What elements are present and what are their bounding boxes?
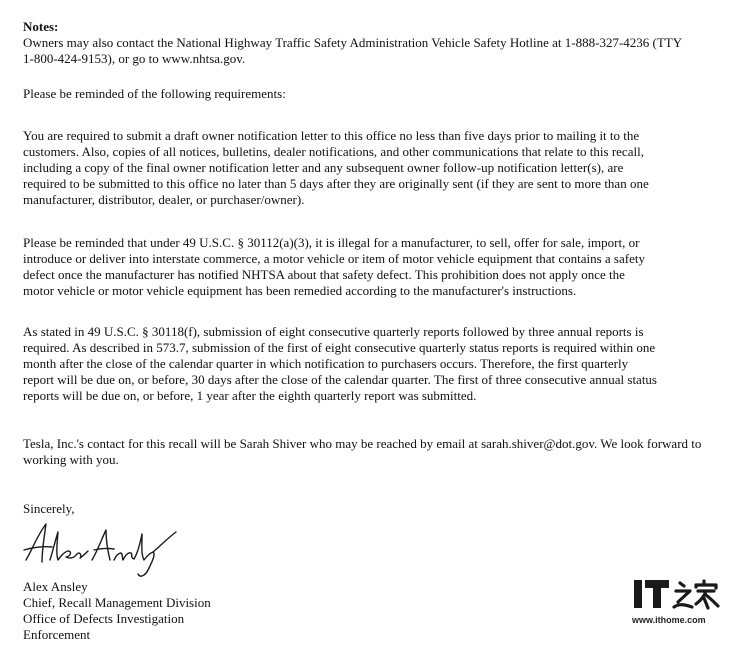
closing-text: Sincerely,	[23, 501, 75, 516]
paragraph-line: required to be submitted to this office no later than 5 days after they are originally sent (if they are sent to more than one	[23, 176, 649, 191]
notes-line-2: 1-800-424-9153), or go to www.nhtsa.gov.	[23, 51, 246, 66]
notes-section	[23, 19, 682, 67]
handwritten-signature	[20, 520, 190, 580]
paragraph-line: motor vehicle or motor vehicle equipment has been remedied according to the manufacturer's instructions.	[23, 283, 577, 298]
notes-heading: Notes:	[23, 19, 59, 34]
contact-line-2: working with you.	[23, 452, 119, 467]
paragraph-line: including a copy of the final owner notification letter and any subsequent owner follow-up notification letter(s), are	[23, 160, 624, 175]
ithome-watermark	[626, 574, 726, 628]
ithome-url: www.ithome.com	[632, 615, 706, 625]
ithome-logo-icon	[632, 578, 722, 610]
contact-line-1: Tesla, Inc.'s contact for this recall will be Sarah Shiver who may be reached by email at sarah.shiver@dot.gov. We look forward to	[23, 436, 702, 451]
signer-title-line: Office of Defects Investigation	[23, 611, 185, 626]
signer-title-line: Enforcement	[23, 627, 91, 642]
reminder-intro	[23, 86, 286, 102]
paragraph-line: Please be reminded that under 49 U.S.C. § 30112(a)(3), it is illegal for a manufacturer, to sell, offer for sale, import, or	[23, 235, 640, 250]
notes-line-1: Owners may also contact the National Highway Traffic Safety Administration Vehicle Safety Hotline at 1-888-327-4236 (TTY	[23, 35, 683, 50]
signer-title-line: Chief, Recall Management Division	[23, 595, 211, 610]
paragraph-sale-prohibition	[23, 235, 645, 299]
paragraph-draft-notification	[23, 128, 649, 208]
paragraph-line: manufacturer, distributor, dealer, or purchaser/owner).	[23, 192, 305, 207]
paragraph-line: You are required to submit a draft owner notification letter to this office no less than five days prior to mailing it to the	[23, 128, 640, 143]
paragraph-line: month after the close of the calendar quarter in which notification to purchasers occurs. Therefore, the first quarterly	[23, 356, 629, 371]
paragraph-line: introduce or deliver into interstate commerce, a motor vehicle or item of motor vehicle equipment that contains a safety	[23, 251, 645, 266]
signer-block	[23, 579, 211, 643]
contact-paragraph	[23, 436, 701, 468]
paragraph-quarterly-reports	[23, 324, 657, 404]
paragraph-line: report will be due on, or before, 30 days after the close of the calendar quarter. The first of three consecutive annual status	[23, 372, 657, 387]
paragraph-line: reports will be due on, or before, 1 year after the eighth quarterly report was submitted.	[23, 388, 477, 403]
signer-name: Alex Ansley	[23, 579, 88, 594]
paragraph-line: defect once the manufacturer has notified NHTSA about that safety defect. This prohibition does not apply once the	[23, 267, 625, 282]
reminder-intro-text: Please be reminded of the following requirements:	[23, 86, 286, 101]
closing	[23, 501, 75, 517]
paragraph-line: customers. Also, copies of all notices, bulletins, dealer notifications, and other communications that relate to this recall,	[23, 144, 644, 159]
paragraph-line: required. As described in 573.7, submission of the first of eight consecutive quarterly status reports is required within one	[23, 340, 656, 355]
paragraph-line: As stated in 49 U.S.C. § 30118(f), submission of eight consecutive quarterly reports followed by three annual reports is	[23, 324, 644, 339]
